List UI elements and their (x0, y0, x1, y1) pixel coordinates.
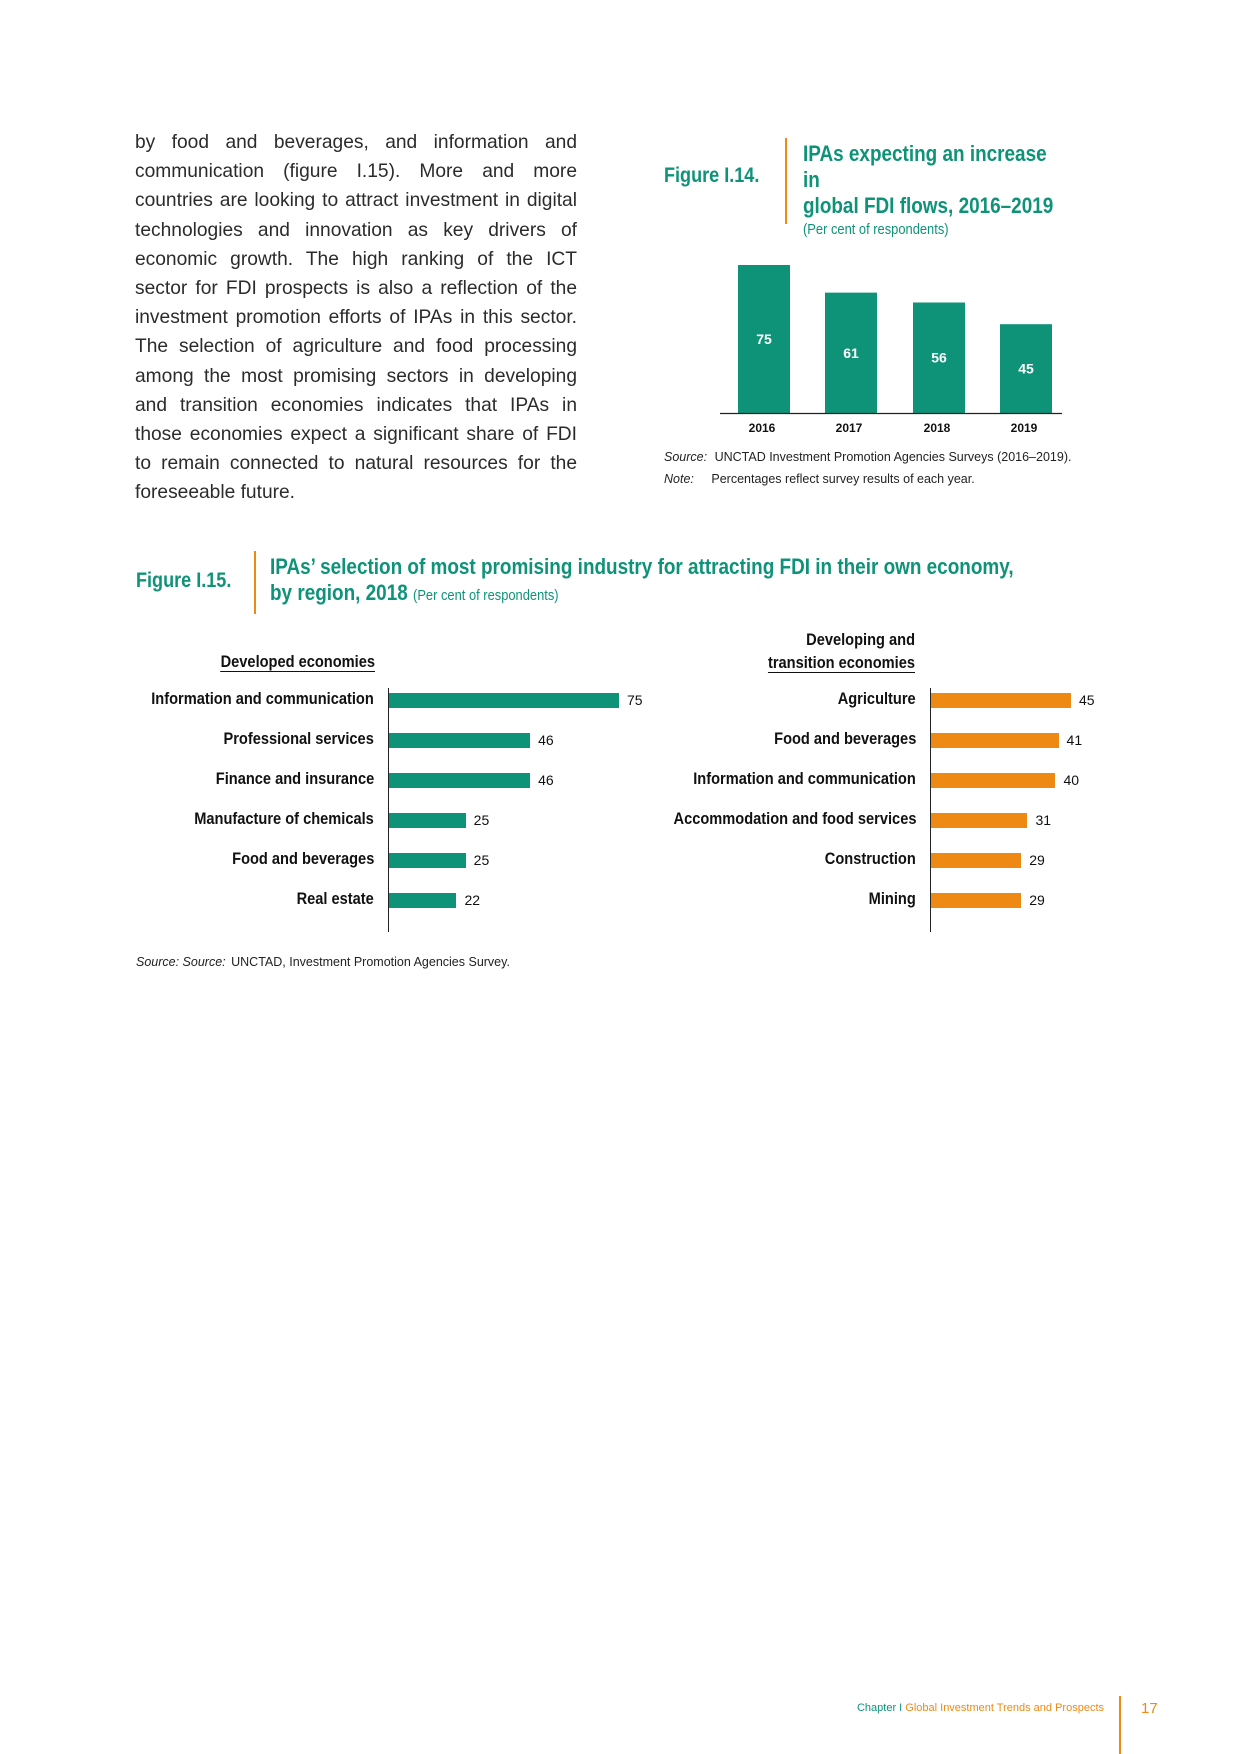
fig15-right-head (657, 628, 915, 674)
fig14-chart (720, 250, 1070, 445)
fig15-subtitle: (Per cent of respondents) (413, 587, 559, 604)
fig15-title-block (270, 554, 1170, 609)
fig15-source (136, 955, 510, 969)
fig15-right-category-label: Agriculture (838, 689, 916, 708)
fig15-right-value-label: 29 (1029, 852, 1045, 868)
fig15-left-category-label: Finance and insurance (215, 769, 374, 788)
fig15-title-line2: by region, 2018 (270, 580, 408, 605)
fig15-left-category-label: Information and communication (151, 689, 374, 708)
fig15-right-category-label: Accommodation and food services (673, 809, 916, 828)
fig14-bar-value: 45 (1018, 360, 1034, 377)
fig15-left-category-label: Food and beverages (231, 849, 374, 868)
fig15-right-bar (931, 893, 1021, 908)
fig15-left-bar (389, 813, 466, 828)
fig15-left-category-label: Professional services (223, 729, 374, 748)
footer-rule (1119, 1696, 1121, 1754)
footer-chapter-title: Global Investment Trends and Prospects (905, 1702, 1104, 1714)
fig15-left-category-label: Manufacture of chemicals (194, 809, 374, 828)
fig14-x-tick: 2018 (923, 421, 951, 435)
fig15-left-head (117, 650, 375, 673)
fig14-source (664, 450, 1071, 464)
fig15-rule (254, 551, 256, 614)
fig15-right-value-label: 29 (1029, 892, 1045, 908)
fig15-left-bar (389, 893, 456, 908)
fig14-label: Figure I.14. (664, 164, 760, 187)
fig14-source-label: Source: (664, 450, 708, 464)
fig14-subtitle: (Per cent of respondents) (803, 221, 949, 238)
fig15-left-bar (389, 733, 530, 748)
fig15-right-bar (931, 813, 1027, 828)
fig14-title-line2: global FDI flows, 2016–2019 (803, 193, 1054, 218)
fig15-right-bar (931, 693, 1071, 708)
fig15-right-value-label: 41 (1066, 732, 1083, 748)
fig15-right-value-label: 45 (1079, 692, 1095, 708)
fig15-left-category-label: Real estate (296, 889, 374, 908)
fig15-right-axis (930, 688, 931, 932)
fig15-title-line1: IPAs’ selection of most promising industry for attracting FDI in their own economy, (270, 554, 1014, 579)
fig15-left-value-label: 46 (538, 772, 554, 788)
fig15-left-bar (389, 693, 619, 708)
fig14-note-label: Note: (664, 472, 694, 486)
fig15-right-category-label: Food and beverages (773, 729, 916, 748)
fig15-left-head-text: Developed economies (220, 652, 375, 671)
fig15-left-bar (389, 773, 530, 788)
fig14-title-block (803, 141, 1103, 238)
fig15-right-value-label: 31 (1035, 812, 1052, 828)
fig15-right-bar (931, 853, 1021, 868)
fig15-right-value-label: 40 (1063, 772, 1080, 788)
fig15-right-category-label: Construction (825, 849, 916, 868)
footer-chapter (857, 1702, 1104, 1714)
fig14-bar-value: 75 (756, 331, 772, 347)
fig14-bar-value: 56 (931, 349, 947, 366)
fig15-title-line2-wrap (270, 580, 1044, 609)
fig15-left-value-label: 22 (464, 892, 481, 908)
fig15-left-value-label: 25 (473, 852, 490, 868)
fig15-left-value-label: 25 (473, 812, 490, 828)
fig15-left-value-label: 46 (538, 732, 554, 748)
fig14-note-text: Percentages reflect survey results of each year. (711, 472, 975, 486)
fig14-x-tick: 2016 (748, 421, 776, 435)
fig14-x-tick: 2017 (835, 421, 863, 435)
footer-chapter-label: Chapter I (856, 1702, 903, 1714)
fig15-right-head-line2: transition economies (767, 653, 915, 672)
fig14-rule (785, 138, 787, 224)
fig14-source-text: UNCTAD Investment Promotion Agencies Surveys (2016–2019). (714, 450, 1072, 464)
fig15-source-label: Source: Source: (136, 955, 226, 969)
fig14-title-line1: IPAs expecting an increase in (803, 141, 1047, 192)
fig15-right-bar (931, 773, 1055, 788)
fig14-bar-value: 61 (843, 344, 859, 361)
fig15-left-value-label: 75 (627, 692, 643, 708)
fig15-left-bar (389, 853, 466, 868)
fig14-x-tick: 2019 (1010, 421, 1038, 435)
fig15-right-head-line1: Developing and (806, 630, 915, 649)
fig15-right-category-label: Information and communication (693, 769, 916, 788)
fig15-right-category-label: Mining (868, 889, 916, 908)
fig15-label: Figure I.15. (136, 569, 232, 592)
fig15-left-axis (388, 688, 389, 932)
fig15-right-bar (931, 733, 1059, 748)
body-paragraph: by food and beverages, and information and communication (figure I.15). More and more countries are looking to attract investment in digital technologies and innovation as key drivers of economic growth. The high ranking of the ICT sector for FDI prospects is also a reflection of the investment promotion efforts of IPAs in this sector. The selection of agriculture and food processing among the most promising sectors in developing and transition economies indicates that IPAs in those economies expect a significant share of FDI to remain connected to natural resources for the foreseeable future. (135, 132, 577, 504)
page-number: 17 (1141, 1700, 1158, 1717)
fig14-note (664, 472, 975, 486)
fig15-source-text: UNCTAD, Investment Promotion Agencies Survey. (231, 955, 510, 969)
